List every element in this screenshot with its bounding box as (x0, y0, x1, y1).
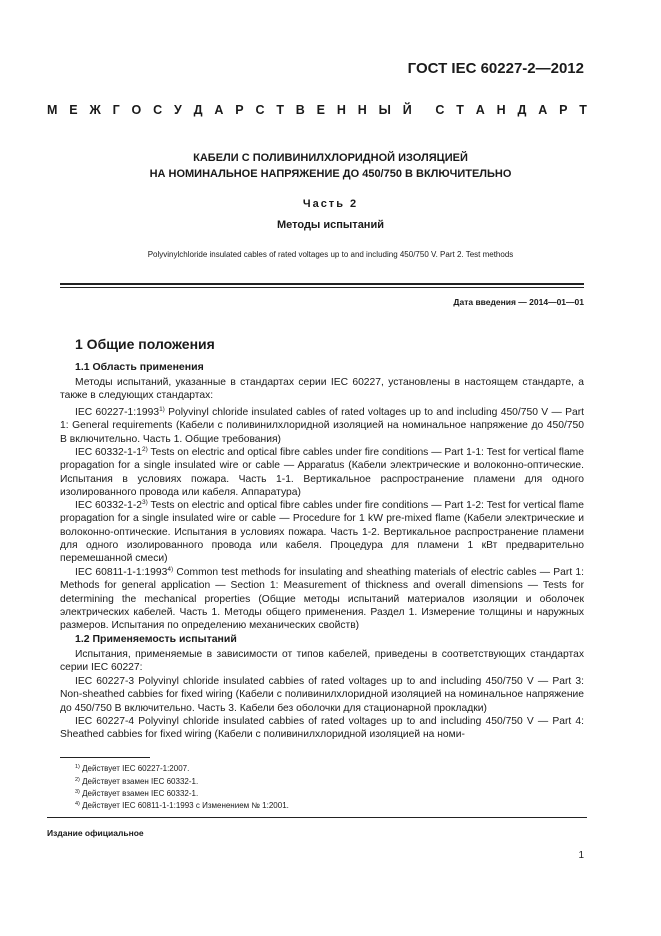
heading-letter: Н (357, 103, 367, 117)
reference-code: IEC 60227-1:1993 (75, 407, 160, 418)
footnote (75, 764, 189, 773)
footnote-text: Действует IEC 60227-1:2007. (79, 764, 190, 773)
standard-title-line-1: КАБЕЛИ С ПОЛИВИНИЛХЛОРИДНОЙ ИЗОЛЯЦИЕЙ (193, 152, 468, 164)
paragraph (60, 648, 584, 675)
part-title: Методы испытаний (277, 219, 384, 231)
footnote-mark: 4) (75, 801, 80, 807)
heading-letter: Е (69, 103, 78, 117)
footnote-mark: 2) (75, 777, 80, 783)
heading-letter: Р (559, 103, 568, 117)
footnote-text: Действует взамен IEC 60332-1. (79, 789, 199, 798)
heading-letter: Ы (378, 103, 391, 117)
paragraph (60, 675, 584, 715)
paragraph-text: IEC 60227-4 Polyvinyl chloride insulated cabbies of rated voltages up to and including 450/750 V — Part 4: Sheathed cabbies for fixed wiring (Кабели с поливинилхлоридной изоляцией на номи- (60, 716, 584, 741)
paragraph (60, 403, 584, 446)
heading-letter: Д (517, 103, 527, 117)
footnote-text: Действует взамен IEC 60332-1. (79, 777, 199, 786)
reference-code: IEC 60332-1-1 (75, 447, 142, 458)
paragraph (60, 715, 584, 742)
heading-letter: Й (402, 103, 412, 117)
heading-letter: М (47, 103, 58, 117)
paragraph-text: Common test methods for insulating and sheathing materials of electric cables — Part 1: Methods for general application — Section 1: Measurement of thickness and overall dimensions — Tests for determining the mechanical properties (Общие методы испытаний материалов изоляции и оболочек электрических кабелей. Часть 1. Методы общего применения. Раздел 1. Измерение толщины и наружных размеров. Испытания по определению механических свойств) (60, 567, 584, 632)
footnote-mark: 3) (75, 789, 80, 795)
footnote-mark: 1) (75, 764, 80, 770)
heading-letter: О (131, 103, 142, 117)
heading-letter: Р (235, 103, 244, 117)
heading-letter: У (174, 103, 182, 117)
section-heading: 1 Общие положения (75, 336, 215, 352)
standard-title-line-2: НА НОМИНАЛЬНОЕ НАПРЯЖЕНИЕ ДО 450/750 В ВКЛЮЧИТЕЛЬНО (149, 168, 512, 180)
heading-letter: Е (316, 103, 326, 117)
heading-letter: Д (193, 103, 203, 117)
footnote (75, 801, 289, 810)
footnote-text: Действует IEC 60811-1-1:1993 с Изменением № 1:2001. (79, 801, 289, 810)
edition-label: Издание официальное (47, 828, 144, 838)
paragraph (60, 496, 584, 565)
footnote-mark: 4) (167, 566, 174, 573)
footnote-mark: 2) (142, 446, 148, 453)
heading-letter: С (255, 103, 265, 117)
english-title: Polyvinylchloride insulated cables of rated voltages up to and including 450/750 V. Part 2. Test methods (147, 250, 514, 259)
heading-letter: С (435, 103, 445, 117)
part-label: Часть 2 (302, 198, 359, 210)
heading-letter: С (153, 103, 163, 117)
paragraph-text: Polyvinyl chloride insulated cables of rated voltages up to and including 450/750 V — Part 1: General requirements (Кабели с поливинилхлоридной изоляцией на номинальное напряжение до 450/750 В включительно. Часть 1. Общие требования) (60, 407, 584, 445)
heading-letter: В (295, 103, 305, 117)
heading-letter: А (214, 103, 224, 117)
paragraph-text: Испытания, применяемые в зависимости от типов кабелей, приведены в соответствующих стандартах серии IEC 60227: (60, 649, 584, 674)
heading-letter: Н (496, 103, 506, 117)
subsection-heading-applicability: 1.2 Применяемость испытаний (75, 633, 237, 645)
heading-letter: Н (336, 103, 346, 117)
footnote (75, 777, 198, 786)
page-number: 1 (578, 850, 584, 861)
heading-letter: Т (579, 103, 587, 117)
paragraph (60, 376, 584, 403)
footnote-mark: 3) (142, 499, 148, 506)
paragraph-text: Tests on electric and optical fibre cables under fire conditions — Part 1-1: Test for vertical flame propagation for a single insulated wire or cable — Apparatus (Кабели электрические и волоконно-оптические. Испытания в условиях пожара. Часть 1-1. Вертикальное распространение пламени для одного изолированного провода или кабеля. Аппаратура) (60, 447, 584, 498)
paragraph-text: Методы испытаний, указанные в стандартах серии IEC 60227, установлены в настоящем стандарте, а также в следующих стандартах: (60, 377, 584, 402)
reference-code: IEC 60332-1-2 (75, 500, 142, 511)
heading-letter: Г (112, 103, 120, 117)
divider-thin (60, 287, 584, 288)
footnote-divider (60, 757, 150, 758)
subsection-heading-scope: 1.1 Область применения (75, 361, 204, 373)
interstate-standard-heading (47, 103, 587, 117)
reference-code: IEC 60811-1-1:1993 (75, 567, 168, 578)
footnote (75, 789, 198, 798)
paragraph (60, 443, 584, 499)
paragraph-text: IEC 60227-3 Polyvinyl chloride insulated cabbies of rated voltages up to and including 450/750 V — Part 3: Non-sheathed cabbies for fixed wiring (Кабели с поливинилхлоридной изоляцией на номинальное напряжение до 450/750 В включительно. Часть 3. Кабели без оболочки для стационарной прокладки) (60, 676, 584, 714)
introduction-date: Дата введения — 2014—01—01 (453, 297, 584, 307)
footer-divider (47, 817, 587, 818)
heading-letter: Т (456, 103, 464, 117)
divider-thick (60, 283, 584, 285)
paragraph (60, 563, 584, 632)
document-code: ГОСТ IEC 60227-2—2012 (407, 60, 584, 77)
footnote-mark: 1) (159, 406, 165, 413)
heading-letter: А (475, 103, 485, 117)
heading-letter: А (538, 103, 548, 117)
paragraph-text: Tests on electric and optical fibre cables under fire conditions — Part 1-2: Test for vertical flame propagation for a single insulated wire or cable — Procedure for 1 kW pre-mixed flame (Кабели электрические и волоконно-оптические. Испытания в условиях пожара. Часть 1-2. Вертикальное распространение пламени для одного изолированного провода или кабеля. Процедура для пламени 1 кВт предварительно перемешанной смеси) (60, 500, 584, 565)
heading-letter: Т (276, 103, 284, 117)
heading-letter: Ж (89, 103, 101, 117)
